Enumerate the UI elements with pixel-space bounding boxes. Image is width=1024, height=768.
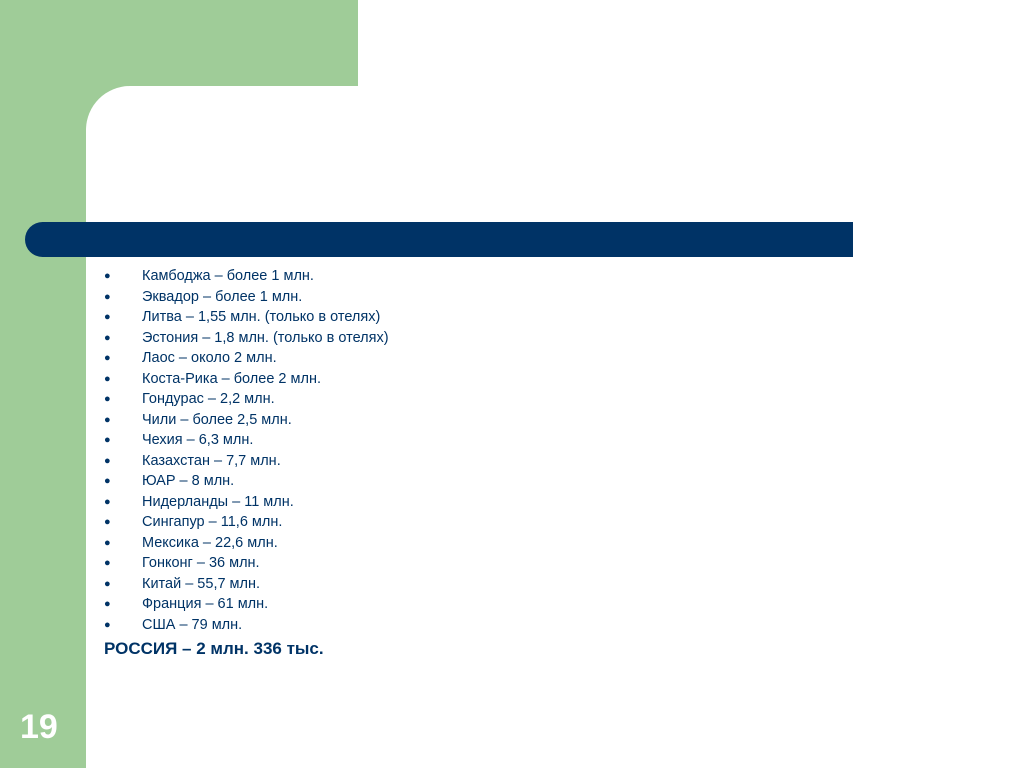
list-item-text: Гонконг – 36 млн. [142, 555, 260, 571]
slide-content [104, 266, 804, 661]
bullet-icon: ● [104, 475, 111, 487]
list-item-text: Эстония – 1,8 млн. (только в отелях) [142, 329, 389, 346]
bullet-icon: ● [104, 495, 111, 508]
list-item [104, 594, 804, 615]
bullet-icon: ● [104, 577, 111, 590]
list-item-text: Сингапур – 11,6 млн. [142, 514, 283, 530]
list-item [104, 287, 804, 308]
bullet-icon: ● [104, 454, 111, 467]
list-item [104, 553, 804, 574]
list-item-text: США – 79 млн. [142, 616, 243, 633]
list-item [104, 266, 804, 287]
bullet-icon: ● [104, 536, 111, 549]
bullet-icon: ● [104, 372, 111, 385]
list-item [104, 369, 804, 390]
list-item [104, 307, 804, 328]
list-item-text: Франция – 61 млн. [142, 596, 269, 612]
list-item-text: Нидерланды – 11 млн. [142, 493, 294, 510]
bullet-icon: ● [104, 434, 111, 446]
bullet-icon: ● [104, 516, 111, 528]
list-item-text: Коста-Рика – более 2 млн. [142, 370, 321, 387]
list-item [104, 430, 804, 451]
list-item-text: Чехия – 6,3 млн. [142, 432, 254, 448]
bullet-icon: ● [104, 331, 111, 344]
bullet-icon: ● [104, 557, 111, 569]
list-item [104, 410, 804, 431]
top-green-block [0, 0, 358, 86]
list-item-text: Гондурас – 2,2 млн. [142, 391, 275, 407]
bullet-icon: ● [104, 413, 111, 426]
list-item-text: Чили – более 2,5 млн. [142, 411, 292, 428]
list-item [104, 512, 804, 533]
bullet-icon: ● [104, 270, 111, 282]
slide-number: 19 [20, 708, 58, 746]
left-green-strip [0, 0, 86, 768]
list-item-text: Казахстан – 7,7 млн. [142, 452, 281, 469]
list-item-text: Эквадор – более 1 млн. [142, 288, 303, 305]
list-item [104, 389, 804, 410]
list-item-text: Лаос – около 2 млн. [142, 350, 277, 366]
list-item [104, 471, 804, 492]
bullet-icon: ● [104, 311, 111, 323]
summary-russia: РОССИЯ – 2 млн. 336 тыс. [104, 639, 324, 658]
list-item [104, 451, 804, 472]
bullet-icon: ● [104, 598, 111, 610]
bullet-icon: ● [104, 352, 111, 364]
list-item [104, 328, 804, 349]
list-item-text: Мексика – 22,6 млн. [142, 534, 278, 551]
list-item-text: ЮАР – 8 млн. [142, 473, 235, 489]
country-list [104, 266, 804, 635]
bullet-icon: ● [104, 393, 111, 405]
list-item [104, 348, 804, 369]
list-item [104, 533, 804, 554]
bullet-icon: ● [104, 290, 111, 303]
list-item [104, 615, 804, 636]
list-item-text: Камбоджа – более 1 млн. [142, 268, 314, 284]
bullet-icon: ● [104, 618, 111, 631]
list-item [104, 574, 804, 595]
list-item [104, 492, 804, 513]
list-item-text: Китай – 55,7 млн. [142, 575, 261, 592]
list-item-text: Литва – 1,55 млн. (только в отелях) [142, 309, 381, 325]
title-bar [25, 222, 853, 257]
